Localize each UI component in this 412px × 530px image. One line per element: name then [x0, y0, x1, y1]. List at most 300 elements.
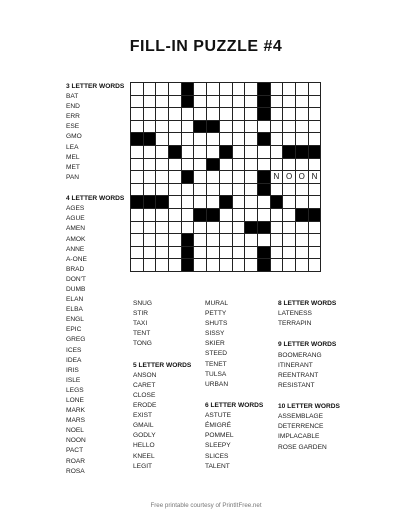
grid-cell[interactable] [169, 96, 182, 109]
word-group [205, 401, 263, 472]
grid-cell[interactable] [309, 196, 322, 209]
grid-cell[interactable] [207, 108, 220, 121]
grid-cell[interactable] [245, 209, 258, 222]
grid-cell[interactable] [220, 184, 233, 197]
grid-cell[interactable] [207, 133, 220, 146]
grid-cell[interactable] [207, 171, 220, 184]
grid-cell[interactable] [220, 209, 233, 222]
grid-cell[interactable] [194, 146, 207, 159]
word-list-item: LEGS [66, 386, 84, 394]
grid-cell[interactable] [182, 222, 195, 235]
grid-cell[interactable] [156, 159, 169, 172]
word-list-item: ELAN [66, 296, 84, 304]
grid-cell[interactable] [182, 121, 195, 134]
grid-cell[interactable]: N [309, 171, 322, 184]
crossword-grid[interactable] [130, 82, 321, 272]
grid-cell[interactable] [156, 171, 169, 184]
grid-cell-black [258, 247, 271, 260]
grid-cell[interactable] [233, 96, 246, 109]
grid-cell[interactable] [169, 171, 182, 184]
grid-cell[interactable] [182, 209, 195, 222]
grid-cell[interactable] [194, 247, 207, 260]
page-title: FILL-IN PUZZLE #4 [129, 38, 283, 55]
grid-cell[interactable] [144, 234, 157, 247]
grid-cell[interactable] [271, 96, 284, 109]
grid-cell[interactable] [220, 247, 233, 260]
grid-cell-black [258, 108, 271, 121]
grid-cell[interactable] [207, 184, 220, 197]
word-list-column-3 [205, 299, 263, 472]
grid-cell[interactable] [131, 209, 144, 222]
grid-cell[interactable] [296, 133, 309, 146]
grid-cell[interactable] [131, 83, 144, 96]
grid-cell[interactable] [156, 222, 169, 235]
grid-cell[interactable] [169, 234, 182, 247]
grid-cell[interactable] [144, 159, 157, 172]
grid-cell[interactable] [220, 96, 233, 109]
grid-cell[interactable] [220, 159, 233, 172]
word-list-item: KNEEL [133, 452, 155, 460]
grid-cell[interactable] [245, 259, 258, 272]
word-list-column-4 [278, 299, 340, 453]
grid-cell-black [271, 196, 284, 209]
grid-cell[interactable] [283, 83, 296, 96]
grid-cell[interactable] [271, 222, 284, 235]
grid-cell[interactable] [207, 146, 220, 159]
grid-cell[interactable] [245, 108, 258, 121]
grid-cell[interactable] [283, 133, 296, 146]
grid-row [131, 171, 321, 184]
grid-cell[interactable] [233, 222, 246, 235]
grid-row [131, 222, 321, 235]
grid-cell[interactable] [245, 184, 258, 197]
grid-row [131, 209, 321, 222]
grid-cell[interactable] [296, 83, 309, 96]
word-list-item: ELBA [66, 306, 83, 314]
grid-cell[interactable] [309, 222, 322, 235]
grid-cell[interactable] [131, 259, 144, 272]
word-list-item: HELLO [133, 442, 155, 450]
grid-cell-black [182, 83, 195, 96]
grid-cell-black [182, 247, 195, 260]
grid-cell[interactable] [245, 133, 258, 146]
grid-cell[interactable] [233, 184, 246, 197]
grid-cell[interactable] [131, 184, 144, 197]
word-list-item: AGUE [66, 215, 85, 223]
grid-cell-black [194, 121, 207, 134]
grid-cell[interactable] [144, 83, 157, 96]
grid-cell[interactable] [144, 247, 157, 260]
grid-cell[interactable] [271, 133, 284, 146]
grid-cell-black [207, 209, 220, 222]
grid-cell[interactable] [131, 222, 144, 235]
grid-cell[interactable] [194, 171, 207, 184]
grid-cell[interactable] [258, 121, 271, 134]
grid-cell[interactable] [156, 209, 169, 222]
grid-cell-black [144, 133, 157, 146]
word-list-item: ERODE [133, 402, 157, 410]
grid-row [131, 146, 321, 159]
grid-cell[interactable] [271, 184, 284, 197]
grid-row [131, 196, 321, 209]
word-list-item: LEA [66, 143, 79, 151]
word-group-title: 10 LETTER WORDS [278, 403, 340, 411]
word-list-item: SKIER [205, 340, 225, 348]
word-group [66, 194, 124, 477]
grid-cell[interactable] [283, 222, 296, 235]
grid-cell[interactable] [271, 234, 284, 247]
grid-cell[interactable] [182, 159, 195, 172]
word-list-item: BRAD [66, 265, 85, 273]
grid-cell[interactable] [283, 96, 296, 109]
grid-cell[interactable] [258, 234, 271, 247]
word-list-item: REENTRANT [278, 371, 319, 379]
grid-cell[interactable] [169, 222, 182, 235]
word-list-item: ANSON [133, 371, 157, 379]
word-list-item: RESISTANT [278, 381, 315, 389]
grid-row [131, 247, 321, 260]
grid-cell[interactable] [194, 83, 207, 96]
grid-cell[interactable] [309, 133, 322, 146]
grid-cell[interactable] [194, 222, 207, 235]
word-list-item: IMPLACABLE [278, 433, 320, 441]
word-group [66, 82, 124, 183]
grid-cell[interactable] [233, 83, 246, 96]
grid-cell[interactable] [233, 247, 246, 260]
grid-cell[interactable] [182, 133, 195, 146]
grid-cell-black [207, 121, 220, 134]
word-list-item: SLICES [205, 452, 229, 460]
grid-cell[interactable] [309, 247, 322, 260]
grid-cell[interactable] [131, 121, 144, 134]
grid-cell[interactable] [296, 247, 309, 260]
grid-cell[interactable] [182, 146, 195, 159]
grid-cell[interactable] [144, 121, 157, 134]
grid-cell[interactable] [283, 259, 296, 272]
grid-cell[interactable] [283, 209, 296, 222]
grid-cell[interactable] [144, 171, 157, 184]
word-list-item: ISLE [66, 376, 81, 384]
grid-cell[interactable] [233, 171, 246, 184]
grid-cell[interactable] [296, 222, 309, 235]
word-group-title: 9 LETTER WORDS [278, 341, 337, 349]
grid-cell-black [258, 184, 271, 197]
grid-cell[interactable] [131, 96, 144, 109]
grid-cell[interactable] [194, 184, 207, 197]
grid-cell[interactable] [271, 159, 284, 172]
grid-cell[interactable] [309, 159, 322, 172]
grid-cell[interactable] [258, 159, 271, 172]
grid-cell[interactable] [131, 159, 144, 172]
grid-cell[interactable] [296, 108, 309, 121]
grid-cell[interactable] [220, 259, 233, 272]
grid-cell-black [144, 196, 157, 209]
grid-cell[interactable] [169, 83, 182, 96]
grid-cell[interactable] [144, 259, 157, 272]
word-list-item: MET [66, 163, 80, 171]
grid-cell[interactable] [156, 96, 169, 109]
word-list-item: ROSE GARDEN [278, 443, 327, 451]
grid-cell[interactable] [194, 196, 207, 209]
grid-cell[interactable] [296, 196, 309, 209]
grid-cell[interactable]: O [283, 171, 296, 184]
grid-cell[interactable] [144, 222, 157, 235]
word-list-item: LATENESS [278, 310, 312, 318]
grid-cell[interactable] [156, 83, 169, 96]
grid-cell[interactable] [169, 209, 182, 222]
grid-row [131, 234, 321, 247]
grid-cell[interactable] [169, 196, 182, 209]
grid-cell[interactable] [309, 259, 322, 272]
grid-cell[interactable] [233, 133, 246, 146]
word-group [133, 361, 191, 472]
grid-cell[interactable] [144, 108, 157, 121]
grid-cell[interactable] [220, 83, 233, 96]
grid-cell[interactable] [156, 133, 169, 146]
grid-cell[interactable] [309, 96, 322, 109]
grid-cell[interactable] [233, 209, 246, 222]
grid-cell[interactable] [271, 209, 284, 222]
word-list-item: ERR [66, 113, 80, 121]
grid-cell[interactable] [258, 196, 271, 209]
grid-cell[interactable] [194, 234, 207, 247]
grid-cell[interactable] [207, 247, 220, 260]
word-list-item: SHUTS [205, 320, 228, 328]
grid-cell[interactable] [271, 83, 284, 96]
grid-cell[interactable] [283, 196, 296, 209]
grid-cell[interactable] [207, 234, 220, 247]
grid-cell-black [131, 133, 144, 146]
grid-cell[interactable] [296, 121, 309, 134]
grid-cell[interactable] [233, 121, 246, 134]
word-list-item: ANNE [66, 245, 85, 253]
grid-cell[interactable] [309, 108, 322, 121]
grid-row [131, 83, 321, 96]
word-list-item: BAT [66, 93, 79, 101]
grid-cell-black [220, 146, 233, 159]
grid-cell[interactable] [144, 184, 157, 197]
grid-cell[interactable] [283, 247, 296, 260]
grid-cell[interactable] [182, 108, 195, 121]
grid-cell[interactable] [220, 121, 233, 134]
grid-cell[interactable] [283, 121, 296, 134]
grid-cell[interactable] [156, 234, 169, 247]
grid-cell-black [258, 222, 271, 235]
grid-cell[interactable] [245, 159, 258, 172]
grid-cell[interactable] [169, 259, 182, 272]
word-list-item: ASSEMBLAGE [278, 413, 324, 421]
grid-cell[interactable] [182, 184, 195, 197]
grid-cell[interactable] [131, 247, 144, 260]
footer-credit: Free printable courtesy of PrintItFree.net [150, 502, 262, 509]
word-list-item: DETERRENCE [278, 423, 324, 431]
grid-cell[interactable] [245, 121, 258, 134]
grid-cell[interactable] [271, 108, 284, 121]
grid-cell[interactable] [144, 96, 157, 109]
grid-cell[interactable] [207, 222, 220, 235]
grid-cell[interactable] [233, 159, 246, 172]
grid-row [131, 259, 321, 272]
grid-cell[interactable] [245, 234, 258, 247]
word-list-item: PACT [66, 447, 84, 455]
word-list-item: NOEL [66, 427, 84, 435]
grid-cell[interactable] [258, 146, 271, 159]
grid-cell-black [245, 222, 258, 235]
grid-cell[interactable] [271, 247, 284, 260]
grid-cell[interactable] [271, 259, 284, 272]
grid-cell[interactable] [194, 108, 207, 121]
grid-cell-black [309, 209, 322, 222]
grid-cell[interactable] [233, 259, 246, 272]
word-list-item: POMMEL [205, 432, 234, 440]
word-group-title: 3 LETTER WORDS [66, 83, 125, 90]
word-list-item: AMEN [66, 225, 86, 233]
grid-cell[interactable] [258, 209, 271, 222]
word-list-item: A-ONE [66, 255, 87, 263]
grid-cell[interactable] [169, 133, 182, 146]
word-list-item: ROSA [66, 467, 85, 475]
word-list-item: TONG [133, 340, 152, 348]
grid-cell[interactable] [245, 171, 258, 184]
word-list-item: PETTY [205, 310, 227, 318]
word-list-item: SNUG [133, 300, 153, 307]
grid-cell[interactable] [156, 247, 169, 260]
word-list-item: LONE [66, 397, 84, 404]
grid-cell[interactable] [309, 121, 322, 134]
word-list-item: SLEEPY [205, 442, 231, 450]
grid-cell[interactable]: N [271, 171, 284, 184]
grid-cell[interactable] [309, 83, 322, 96]
grid-cell-black [309, 146, 322, 159]
grid-cell[interactable] [296, 96, 309, 109]
grid-cell[interactable] [296, 259, 309, 272]
grid-cell-black [258, 96, 271, 109]
grid-cell[interactable] [283, 108, 296, 121]
grid-cell-black [283, 146, 296, 159]
grid-cell-black [182, 234, 195, 247]
grid-cell[interactable] [144, 209, 157, 222]
word-group [278, 340, 340, 390]
word-list-item: LEGIT [133, 462, 153, 470]
word-list-item: AMOK [66, 235, 86, 243]
grid-cell[interactable] [194, 259, 207, 272]
grid-cell[interactable] [245, 96, 258, 109]
grid-cell[interactable] [131, 108, 144, 121]
word-list-item: IRIS [66, 366, 79, 374]
grid-cell[interactable] [156, 259, 169, 272]
grid-cell[interactable] [296, 159, 309, 172]
grid-cell[interactable] [245, 146, 258, 159]
grid-cell[interactable] [309, 184, 322, 197]
grid-cell[interactable] [207, 96, 220, 109]
grid-cell-black [182, 96, 195, 109]
word-group-title: 5 LETTER WORDS [133, 361, 192, 369]
grid-cell[interactable] [169, 108, 182, 121]
grid-cell[interactable] [296, 184, 309, 197]
grid-cell[interactable] [194, 159, 207, 172]
grid-cell[interactable] [220, 133, 233, 146]
grid-cell[interactable] [156, 184, 169, 197]
word-list-item: ESE [66, 123, 80, 131]
word-list-item: MARK [66, 407, 86, 415]
word-list-item: TALENT [205, 462, 230, 470]
grid-cell[interactable] [156, 121, 169, 134]
grid-cell[interactable] [283, 234, 296, 247]
grid-cell[interactable] [296, 234, 309, 247]
word-group-title: 8 LETTER WORDS [278, 300, 337, 307]
word-list-item: GMAIL [133, 422, 154, 430]
word-list-item: GODLY [133, 432, 156, 440]
grid-cell-black [258, 171, 271, 184]
grid-cell[interactable] [233, 146, 246, 159]
grid-cell-black [194, 209, 207, 222]
grid-cell[interactable] [207, 259, 220, 272]
word-group-title: 6 LETTER WORDS [205, 402, 264, 410]
grid-cell-black [182, 259, 195, 272]
word-list-item: CARET [133, 381, 156, 389]
word-list-item: ASTUTE [205, 412, 232, 420]
word-list-item: URBAN [205, 380, 229, 388]
grid-cell[interactable] [220, 234, 233, 247]
grid-cell[interactable] [245, 83, 258, 96]
word-list-item: ITINERANT [278, 361, 313, 369]
grid-cell[interactable] [131, 234, 144, 247]
word-list-item: MEL [66, 153, 80, 161]
grid-cell[interactable] [169, 159, 182, 172]
grid-cell[interactable] [169, 184, 182, 197]
grid-cell[interactable] [220, 108, 233, 121]
grid-cell-black [258, 133, 271, 146]
word-list-item: DUMB [66, 285, 86, 293]
grid-cell[interactable] [233, 196, 246, 209]
word-list-item: SISSY [205, 330, 225, 338]
grid-cell[interactable] [194, 133, 207, 146]
grid-cell[interactable] [169, 121, 182, 134]
word-list-item: TULSA [205, 370, 227, 378]
grid-cell[interactable]: O [296, 171, 309, 184]
word-list-column-2 [133, 299, 191, 472]
grid-cell[interactable] [233, 108, 246, 121]
grid-cell[interactable] [169, 247, 182, 260]
word-group [278, 299, 340, 329]
grid-cell[interactable] [207, 196, 220, 209]
word-list-item: EPIC [66, 326, 82, 334]
grid-cell[interactable] [207, 83, 220, 96]
grid-cell[interactable] [131, 171, 144, 184]
grid-cell[interactable] [144, 146, 157, 159]
grid-cell[interactable] [245, 196, 258, 209]
grid-cell[interactable] [283, 184, 296, 197]
grid-cell[interactable] [245, 247, 258, 260]
grid-cell[interactable] [220, 171, 233, 184]
grid-row [131, 159, 321, 172]
grid-cell[interactable] [233, 234, 246, 247]
grid-cell[interactable] [283, 159, 296, 172]
word-list-item: GMO [66, 133, 82, 141]
grid-cell[interactable] [131, 146, 144, 159]
grid-cell[interactable] [271, 146, 284, 159]
grid-cell[interactable] [220, 222, 233, 235]
grid-row [131, 96, 321, 109]
word-list-item: NOON [66, 437, 86, 445]
grid-cell[interactable] [156, 146, 169, 159]
grid-cell[interactable] [271, 121, 284, 134]
grid-cell[interactable] [182, 196, 195, 209]
grid-row [131, 184, 321, 197]
grid-cell[interactable] [156, 108, 169, 121]
grid-cell[interactable] [194, 96, 207, 109]
grid-cell[interactable] [309, 234, 322, 247]
